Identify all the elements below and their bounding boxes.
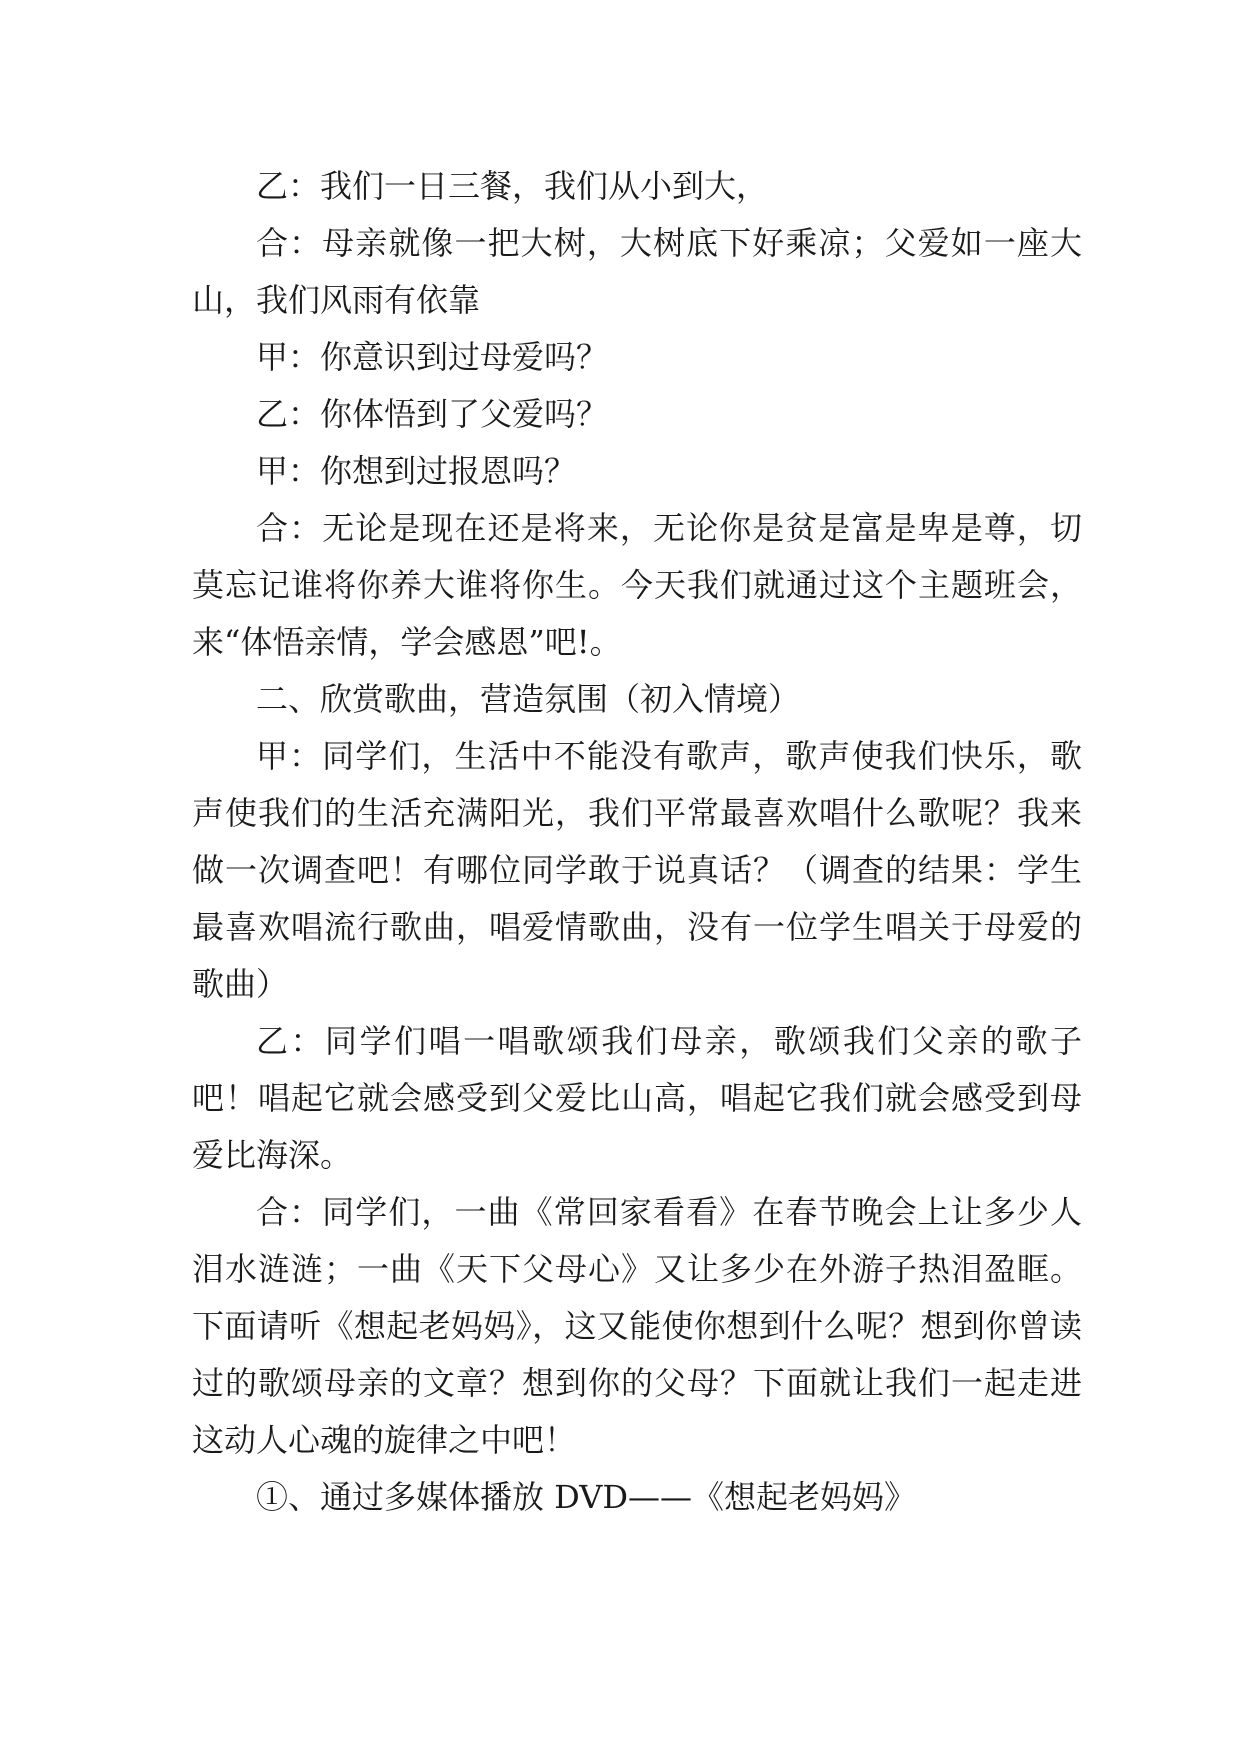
paragraph-1: 乙：我们一日三餐，我们从小到大， — [256, 167, 769, 205]
paragraph-4: 乙：你体悟到了父爱吗？ — [256, 395, 609, 433]
paragraph-11: ①、通过多媒体播放 DVD——《想起老妈妈》 — [256, 1478, 917, 1516]
paragraph-2: 合：母亲就像一把大树，大树底下好乘凉；父爱如一座大山，我们风雨有依靠 — [192, 224, 1082, 319]
paragraph-5: 甲：你想到过报恩吗？ — [256, 452, 577, 490]
section-heading: 二、欣赏歌曲，营造氛围（初入情境） — [256, 680, 801, 718]
paragraph-6: 合：无论是现在还是将来，无论你是贫是富是卑是尊，切莫忘记谁将你养大谁将你生。今天我们就通过这个主题班会，来“体悟亲情，学会感恩”吧!。 — [192, 509, 1082, 661]
paragraph-10: 合：同学们，一曲《常回家看看》在春节晚会上让多少人泪水涟涟；一曲《天下父母心》又让多少在外游子热泪盈眶。下面请听《想起老妈妈》，这又能使你想到什么呢？想到你曾读过的歌颂母亲的文章？想到你的父母？下面就让我们一起走进这动人心魂的旋律之中吧！ — [192, 1193, 1082, 1459]
paragraph-8: 甲：同学们，生活中不能没有歌声，歌声使我们快乐，歌声使我们的生活充满阳光，我们平常最喜欢唱什么歌呢？我来做一次调查吧！有哪位同学敢于说真话？（调查的结果：学生最喜欢唱流行歌曲，唱爱情歌曲，没有一位学生唱关于母爱的歌曲） — [192, 737, 1082, 1003]
document-page — [192, 158, 1082, 1526]
paragraph-3: 甲：你意识到过母爱吗？ — [256, 338, 609, 376]
paragraph-9: 乙：同学们唱一唱歌颂我们母亲，歌颂我们父亲的歌子吧！唱起它就会感受到父爱比山高，唱起它我们就会感受到母爱比海深。 — [192, 1022, 1082, 1174]
